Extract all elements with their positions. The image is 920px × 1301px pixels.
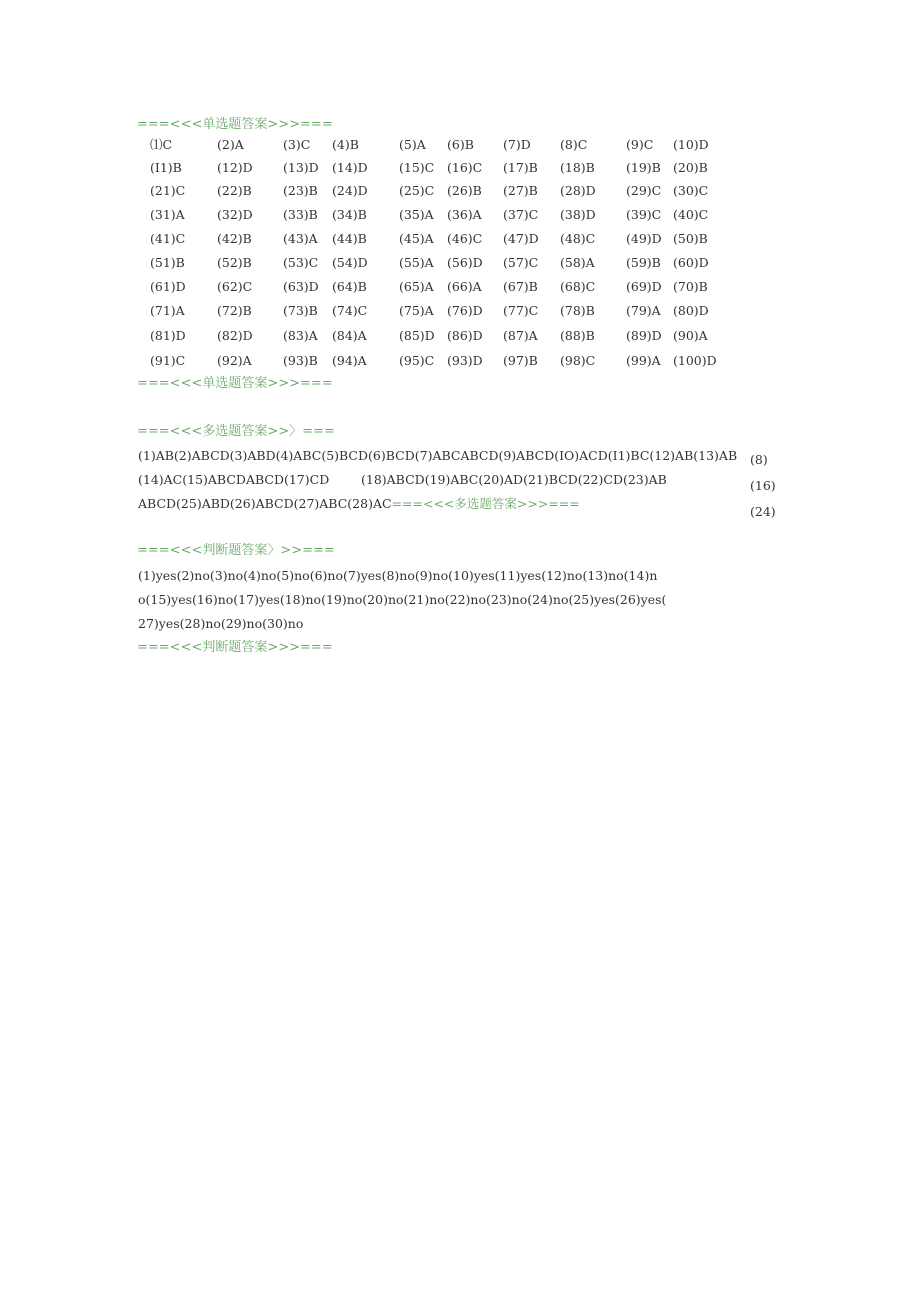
single-choice-answer: (53)C: [283, 255, 319, 270]
single-choice-row: [0, 182, 780, 202]
single-choice-answer: (32)D: [217, 207, 253, 222]
single-choice-answer: (98)C: [560, 353, 596, 368]
single-choice-answer: (60)D: [673, 255, 709, 270]
multi-choice-side-number: (24): [750, 504, 776, 519]
single-choice-answer: (88)B: [560, 328, 595, 343]
single-choice-answer: (35)A: [399, 207, 434, 222]
single-choice-answer: (87)A: [503, 328, 538, 343]
multi-choice-end-marker: ===<<<多选题答案>>>===: [391, 496, 580, 511]
single-choice-answer: (39)C: [626, 207, 662, 222]
single-choice-answer: (50)B: [673, 231, 708, 246]
single-choice-answer: (52)B: [217, 255, 252, 270]
single-choice-answer: (23)B: [283, 183, 318, 198]
single-choice-answer: (94)A: [332, 353, 367, 368]
single-choice-answer: (I1)B: [150, 160, 182, 175]
single-choice-answer: (61)D: [150, 279, 186, 294]
judge-start-marker: ===<<<判断题答案〉>>===: [137, 543, 335, 558]
single-choice-row: [0, 230, 780, 250]
single-choice-answer: (59)B: [626, 255, 661, 270]
single-choice-answer: (48)C: [560, 231, 596, 246]
single-choice-answer: (47)D: [503, 231, 539, 246]
single-choice-answer: (2)A: [217, 137, 244, 152]
single-choice-answer: (55)A: [399, 255, 434, 270]
single-choice-answer: (6)B: [447, 137, 474, 152]
single-choice-answer: (57)C: [503, 255, 539, 270]
single-choice-answer: (9)C: [626, 137, 654, 152]
single-choice-answer: (93)D: [447, 353, 483, 368]
multi-choice-line-2b: (18)ABCD(19)ABC(20)AD(21)BCD(22)CD(23)AB: [361, 472, 667, 487]
single-choice-answer: ⑴C: [150, 137, 173, 152]
single-choice-answer: (74)C: [332, 303, 368, 318]
single-choice-end-marker: ===<<<单选题答案>>>===: [137, 376, 333, 391]
single-choice-answer: (28)D: [560, 183, 596, 198]
single-choice-answer: (95)C: [399, 353, 435, 368]
single-choice-answer: (38)D: [560, 207, 596, 222]
single-choice-row: [0, 136, 780, 156]
single-choice-answer: (49)D: [626, 231, 662, 246]
single-choice-answer: (65)A: [399, 279, 434, 294]
single-choice-answer: (79)A: [626, 303, 661, 318]
single-choice-answer: (81)D: [150, 328, 186, 343]
single-choice-answer: (41)C: [150, 231, 186, 246]
judge-end-marker: ===<<<判断题答案>>>===: [137, 640, 333, 655]
single-choice-answer: (17)B: [503, 160, 538, 175]
multi-choice-line-2a: (14)AC(15)ABCDABCD(17)CD: [138, 472, 330, 487]
single-choice-answer: (13)D: [283, 160, 319, 175]
single-choice-answer: (25)C: [399, 183, 435, 198]
single-choice-answer: (90)A: [673, 328, 708, 343]
single-choice-answer: (56)D: [447, 255, 483, 270]
single-choice-answer: (24)D: [332, 183, 368, 198]
single-choice-answer: (37)C: [503, 207, 539, 222]
single-choice-answer: (3)C: [283, 137, 311, 152]
single-choice-answer: (40)C: [673, 207, 709, 222]
judge-line-2: o(15)yes(16)no(17)yes(18)no(19)no(20)no(21)no(22)no(23)no(24)no(25)yes(26)yes(: [138, 592, 667, 607]
single-choice-answer: (77)C: [503, 303, 539, 318]
single-choice-answer: (43)A: [283, 231, 318, 246]
judge-line-1: (1)yes(2)no(3)no(4)no(5)no(6)no(7)yes(8)no(9)no(10)yes(11)yes(12)no(13)no(14)n: [138, 568, 658, 583]
single-choice-answer: (64)B: [332, 279, 367, 294]
single-choice-answer: (84)A: [332, 328, 367, 343]
single-choice-answer: (83)A: [283, 328, 318, 343]
single-choice-answer: (42)B: [217, 231, 252, 246]
single-choice-answer: (82)D: [217, 328, 253, 343]
single-choice-answer: (19)B: [626, 160, 661, 175]
single-choice-answer: (93)B: [283, 353, 318, 368]
single-choice-answer: (70)B: [673, 279, 708, 294]
single-choice-answer: (30)C: [673, 183, 709, 198]
single-choice-start-marker: ===<<<单选题答案>>>===: [137, 117, 333, 132]
single-choice-answer: (72)B: [217, 303, 252, 318]
multi-choice-line-3-answers: ABCD(25)ABD(26)ABCD(27)ABC(28)AC: [138, 496, 392, 511]
single-choice-answer: (91)C: [150, 353, 186, 368]
single-choice-answer: (21)C: [150, 183, 186, 198]
single-choice-answer: (33)B: [283, 207, 318, 222]
single-choice-answer: (16)C: [447, 160, 483, 175]
single-choice-answer: (78)B: [560, 303, 595, 318]
single-choice-row: [0, 159, 780, 179]
single-choice-row: [0, 352, 780, 372]
single-choice-answer: (15)C: [399, 160, 435, 175]
single-choice-answer: (68)C: [560, 279, 596, 294]
single-choice-answer: (73)B: [283, 303, 318, 318]
single-choice-answer: (92)A: [217, 353, 252, 368]
single-choice-answer: (8)C: [560, 137, 588, 152]
single-choice-answer: (7)D: [503, 137, 531, 152]
single-choice-row: [0, 302, 780, 322]
single-choice-answer: (14)D: [332, 160, 368, 175]
single-choice-answer: (45)A: [399, 231, 434, 246]
single-choice-answer: (54)D: [332, 255, 368, 270]
single-choice-answer: (18)B: [560, 160, 595, 175]
single-choice-answer: (71)A: [150, 303, 185, 318]
single-choice-answer: (99)A: [626, 353, 661, 368]
single-choice-answer: (75)A: [399, 303, 434, 318]
multi-choice-line-3: [138, 495, 580, 513]
multi-choice-side-number: (16): [750, 478, 776, 493]
single-choice-answer: (67)B: [503, 279, 538, 294]
single-choice-row: [0, 278, 780, 298]
single-choice-answer: (5)A: [399, 137, 426, 152]
single-choice-answer: (76)D: [447, 303, 483, 318]
multi-choice-line-1: (1)AB(2)ABCD(3)ABD(4)ABC(5)BCD(6)BCD(7)ABCABCD(9)ABCD(IO)ACD(I1)BC(12)AB(13)AB: [138, 448, 738, 463]
single-choice-answer: (62)C: [217, 279, 253, 294]
single-choice-answer: (58)A: [560, 255, 595, 270]
single-choice-answer: (89)D: [626, 328, 662, 343]
single-choice-answer: (86)D: [447, 328, 483, 343]
single-choice-answer: (44)B: [332, 231, 367, 246]
single-choice-answer: (66)A: [447, 279, 482, 294]
single-choice-answer: (34)B: [332, 207, 367, 222]
single-choice-answer: (10)D: [673, 137, 709, 152]
single-choice-answer: (26)B: [447, 183, 482, 198]
single-choice-answer: (22)B: [217, 183, 252, 198]
single-choice-answer: (4)B: [332, 137, 359, 152]
multi-choice-side-number: (8): [750, 452, 768, 467]
single-choice-row: [0, 327, 780, 347]
single-choice-answer: (69)D: [626, 279, 662, 294]
single-choice-answer: (31)A: [150, 207, 185, 222]
single-choice-answer: (12)D: [217, 160, 253, 175]
single-choice-row: [0, 206, 780, 226]
single-choice-answer: (51)B: [150, 255, 185, 270]
multi-choice-start-marker: ===<<<多选题答案>>〉===: [137, 424, 335, 439]
single-choice-answer: (36)A: [447, 207, 482, 222]
single-choice-row: [0, 254, 780, 274]
single-choice-answer: (20)B: [673, 160, 708, 175]
single-choice-answer: (27)B: [503, 183, 538, 198]
single-choice-answer: (97)B: [503, 353, 538, 368]
single-choice-answer: (85)D: [399, 328, 435, 343]
single-choice-answer: (46)C: [447, 231, 483, 246]
single-choice-answer: (80)D: [673, 303, 709, 318]
single-choice-answer: (29)C: [626, 183, 662, 198]
single-choice-answer: (100)D: [673, 353, 717, 368]
judge-line-3: 27)yes(28)no(29)no(30)no: [138, 616, 304, 631]
single-choice-answer: (63)D: [283, 279, 319, 294]
